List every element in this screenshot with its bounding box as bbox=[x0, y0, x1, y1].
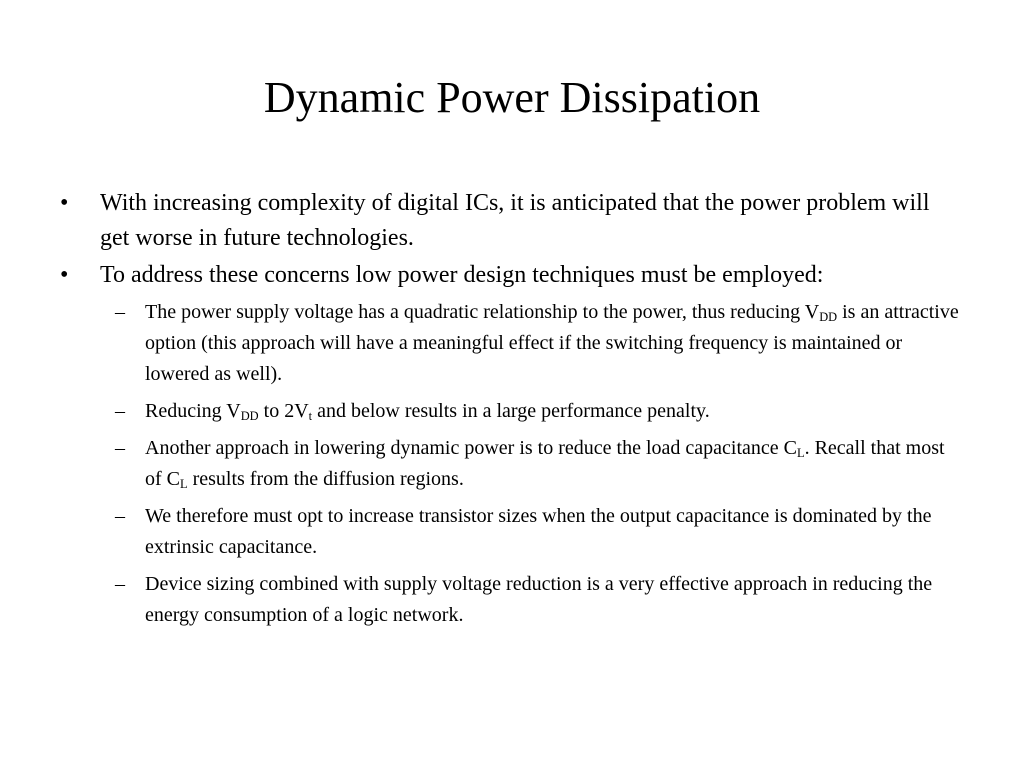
sub-bullet-text bbox=[145, 437, 945, 490]
text-run: Another approach in lowering dynamic power is to reduce the load capacitance C bbox=[145, 437, 797, 459]
dash-marker: – bbox=[115, 505, 125, 527]
bullet-text: With increasing complexity of digital ICs, it is anticipated that the power problem will get worse in future technologies. bbox=[100, 190, 930, 251]
subscript: t bbox=[308, 409, 313, 424]
subscript: DD bbox=[819, 310, 838, 325]
sub-bullet-text: Device sizing combined with supply voltage reduction is a very effective approach in reducing the energy consumption of a logic network. bbox=[145, 573, 933, 626]
bullet-item bbox=[0, 258, 1024, 293]
text-run: results from the diffusion regions. bbox=[187, 468, 464, 490]
subscript: DD bbox=[240, 409, 259, 424]
sub-bullet-text: We therefore must opt to increase transistor sizes when the output capacitance is dominated by the extrinsic capacitance. bbox=[145, 505, 932, 558]
text-run: and below results in a large performance penalty. bbox=[312, 400, 710, 422]
text-run: is an attractive option (this approach will have a meaningful effect if the switching frequency is maintained or lowered as well). bbox=[145, 301, 959, 385]
text-run: to 2V bbox=[258, 400, 309, 422]
dash-marker: – bbox=[115, 400, 125, 422]
sub-bullet-item bbox=[0, 501, 1024, 563]
subscript: L bbox=[796, 446, 805, 461]
sub-bullet-text bbox=[145, 301, 959, 385]
text-run: . Recall that most of C bbox=[145, 437, 945, 490]
bullet-marker: • bbox=[60, 190, 69, 216]
text-run: Reducing V bbox=[145, 400, 241, 422]
slide-body bbox=[0, 186, 1024, 637]
sub-bullet-item bbox=[0, 569, 1024, 631]
sub-bullet-item bbox=[0, 433, 1024, 495]
bullet-text: To address these concerns low power design techniques must be employed: bbox=[100, 262, 824, 288]
subscript: L bbox=[180, 477, 188, 492]
bullet-item bbox=[0, 186, 1024, 256]
sub-bullet-item bbox=[0, 396, 1024, 427]
dash-marker: – bbox=[115, 301, 125, 323]
text-run: The power supply voltage has a quadratic relationship to the power, thus reducing V bbox=[145, 301, 820, 323]
slide-title: Dynamic Power Dissipation bbox=[263, 73, 761, 122]
dash-marker: – bbox=[115, 437, 125, 459]
sub-bullet-item bbox=[0, 297, 1024, 390]
bullet-marker: • bbox=[60, 262, 69, 288]
sub-bullet-text bbox=[145, 400, 710, 422]
dash-marker: – bbox=[115, 573, 125, 595]
